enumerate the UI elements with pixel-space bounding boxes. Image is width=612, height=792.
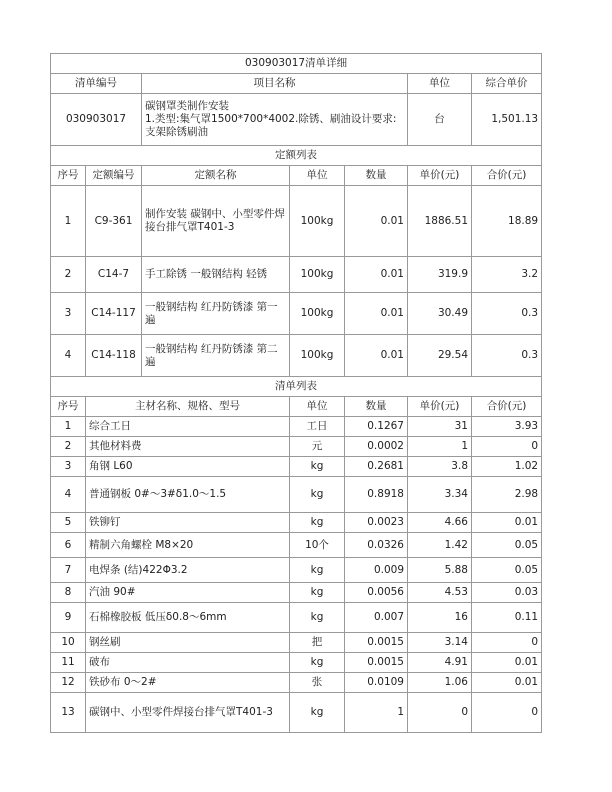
bill-code-header: 清单编号 [51, 74, 142, 94]
quota-row [51, 335, 542, 377]
quota-unit: 100kg [290, 257, 345, 293]
list-unit: 张 [290, 673, 345, 693]
quota-code-header: 定额编号 [86, 166, 142, 186]
list-name: 其他材料费 [86, 437, 290, 457]
list-qty: 0.007 [345, 603, 408, 633]
list-total: 0 [472, 693, 542, 733]
list-price: 5.88 [408, 558, 472, 583]
list-price: 16 [408, 603, 472, 633]
list-qty: 0.0326 [345, 533, 408, 558]
list-qty: 0.8918 [345, 477, 408, 513]
list-name-header: 主材名称、规格、型号 [86, 397, 290, 417]
list-name: 综合工日 [86, 417, 290, 437]
list-qty: 0.1267 [345, 417, 408, 437]
quota-qty: 0.01 [345, 186, 408, 257]
quota-total: 0.3 [472, 293, 542, 335]
bill-name-line: 1.类型:集气罩1500*700*4002.除锈、刷油设计要求:支架除锈刷油 [145, 113, 397, 138]
list-header-row [51, 397, 542, 417]
list-qty: 0.0002 [345, 437, 408, 457]
quota-price-header: 单价(元) [408, 166, 472, 186]
list-price-header: 单价(元) [408, 397, 472, 417]
quota-qty: 0.01 [345, 257, 408, 293]
quota-code: C14-118 [86, 335, 142, 377]
list-no: 4 [51, 477, 86, 513]
list-unit: kg [290, 603, 345, 633]
quota-code: C14-117 [86, 293, 142, 335]
list-no: 1 [51, 417, 86, 437]
quota-no: 4 [51, 335, 86, 377]
list-qty: 0.0015 [345, 653, 408, 673]
list-name: 石棉橡胶板 低压δ0.8～6mm [86, 603, 290, 633]
list-row [51, 583, 542, 603]
quota-name: 一般钢结构 红丹防锈漆 第一遍 [142, 293, 290, 335]
list-price: 3.34 [408, 477, 472, 513]
list-unit: 把 [290, 633, 345, 653]
quota-qty-header: 数量 [345, 166, 408, 186]
list-price: 4.53 [408, 583, 472, 603]
quota-name: 一般钢结构 红丹防锈漆 第二遍 [142, 335, 290, 377]
list-name: 碳钢中、小型零件焊接台排气罩T401-3 [86, 693, 290, 733]
quota-total: 0.3 [472, 335, 542, 377]
list-total: 0.11 [472, 603, 542, 633]
list-row [51, 513, 542, 533]
list-total: 0 [472, 437, 542, 457]
bill-price-header: 综合单价 [472, 74, 542, 94]
quota-price: 1886.51 [408, 186, 472, 257]
bill-unit: 台 [408, 94, 472, 146]
quota-qty: 0.01 [345, 293, 408, 335]
quota-no: 1 [51, 186, 86, 257]
list-row [51, 417, 542, 437]
list-row [51, 457, 542, 477]
list-price: 1.06 [408, 673, 472, 693]
list-unit: kg [290, 653, 345, 673]
quota-total-header: 合价(元) [472, 166, 542, 186]
list-row [51, 437, 542, 457]
quota-qty: 0.01 [345, 335, 408, 377]
list-total: 0 [472, 633, 542, 653]
quota-unit: 100kg [290, 335, 345, 377]
quota-unit-header: 单位 [290, 166, 345, 186]
list-unit: kg [290, 477, 345, 513]
list-section-title: 清单列表 [51, 377, 542, 397]
list-total: 0.05 [472, 558, 542, 583]
list-row [51, 477, 542, 513]
quota-unit: 100kg [290, 293, 345, 335]
quota-no: 2 [51, 257, 86, 293]
list-no: 13 [51, 693, 86, 733]
list-unit: kg [290, 513, 345, 533]
quota-price: 319.9 [408, 257, 472, 293]
quota-row [51, 293, 542, 335]
list-qty: 0.0109 [345, 673, 408, 693]
page-title: 030903017清单详细 [51, 54, 542, 74]
bill-unit-header: 单位 [408, 74, 472, 94]
list-name: 铁砂布 0～2# [86, 673, 290, 693]
quota-price: 29.54 [408, 335, 472, 377]
list-name: 破布 [86, 653, 290, 673]
list-price: 1 [408, 437, 472, 457]
list-total: 0.01 [472, 653, 542, 673]
list-price: 4.66 [408, 513, 472, 533]
list-no: 6 [51, 533, 86, 558]
list-row [51, 533, 542, 558]
list-no: 5 [51, 513, 86, 533]
list-total: 0.05 [472, 533, 542, 558]
list-row [51, 673, 542, 693]
list-row [51, 693, 542, 733]
list-total: 3.93 [472, 417, 542, 437]
bill-name [142, 94, 408, 146]
quota-name: 手工除锈 一般钢结构 轻锈 [142, 257, 290, 293]
list-unit: 10个 [290, 533, 345, 558]
list-no: 7 [51, 558, 86, 583]
list-no: 2 [51, 437, 86, 457]
list-price: 4.91 [408, 653, 472, 673]
bill-row [51, 94, 542, 146]
list-no: 9 [51, 603, 86, 633]
quota-name: 制作安装 碳钢中、小型零件焊接台排气罩T401-3 [142, 186, 290, 257]
list-unit: kg [290, 693, 345, 733]
list-row [51, 633, 542, 653]
quota-no: 3 [51, 293, 86, 335]
list-row [51, 603, 542, 633]
list-unit: 工日 [290, 417, 345, 437]
bill-code: 030903017 [51, 94, 142, 146]
list-no-header: 序号 [51, 397, 86, 417]
list-qty: 0.0015 [345, 633, 408, 653]
list-price: 3.8 [408, 457, 472, 477]
list-qty: 0.2681 [345, 457, 408, 477]
bill-name-header: 项目名称 [142, 74, 408, 94]
list-price: 3.14 [408, 633, 472, 653]
list-total-header: 合价(元) [472, 397, 542, 417]
list-price: 0 [408, 693, 472, 733]
list-name: 汽油 90# [86, 583, 290, 603]
list-total: 2.98 [472, 477, 542, 513]
list-total: 0.01 [472, 673, 542, 693]
quota-name-header: 定额名称 [142, 166, 290, 186]
list-price: 31 [408, 417, 472, 437]
list-qty: 0.0023 [345, 513, 408, 533]
quota-row [51, 186, 542, 257]
quota-total: 18.89 [472, 186, 542, 257]
list-unit: kg [290, 583, 345, 603]
list-name: 电焊条 (结)422Φ3.2 [86, 558, 290, 583]
list-total: 0.03 [472, 583, 542, 603]
list-no: 8 [51, 583, 86, 603]
quota-total: 3.2 [472, 257, 542, 293]
list-unit-header: 单位 [290, 397, 345, 417]
list-no: 12 [51, 673, 86, 693]
bill-name-line: 碳钢罩类制作安装 [145, 100, 229, 112]
quota-code: C9-361 [86, 186, 142, 257]
bill-header-row [51, 74, 542, 94]
list-qty: 0.009 [345, 558, 408, 583]
list-qty-header: 数量 [345, 397, 408, 417]
quota-section-title: 定额列表 [51, 146, 542, 166]
quota-row [51, 257, 542, 293]
quota-price: 30.49 [408, 293, 472, 335]
list-name: 铁铆钉 [86, 513, 290, 533]
list-no: 3 [51, 457, 86, 477]
list-qty: 0.0056 [345, 583, 408, 603]
list-qty: 1 [345, 693, 408, 733]
list-name: 普通钢板 0#～3#δ1.0～1.5 [86, 477, 290, 513]
list-row [51, 653, 542, 673]
quota-header-row [51, 166, 542, 186]
list-total: 0.01 [472, 513, 542, 533]
list-unit: 元 [290, 437, 345, 457]
list-name: 精制六角螺栓 M8×20 [86, 533, 290, 558]
list-unit: kg [290, 457, 345, 477]
list-row [51, 558, 542, 583]
list-unit: kg [290, 558, 345, 583]
list-no: 10 [51, 633, 86, 653]
list-total: 1.02 [472, 457, 542, 477]
list-no: 11 [51, 653, 86, 673]
quota-code: C14-7 [86, 257, 142, 293]
list-name: 钢丝刷 [86, 633, 290, 653]
list-name: 角钢 L60 [86, 457, 290, 477]
list-price: 1.42 [408, 533, 472, 558]
bill-price: 1,501.13 [472, 94, 542, 146]
quota-unit: 100kg [290, 186, 345, 257]
bill-detail-table [50, 53, 542, 733]
quota-no-header: 序号 [51, 166, 86, 186]
